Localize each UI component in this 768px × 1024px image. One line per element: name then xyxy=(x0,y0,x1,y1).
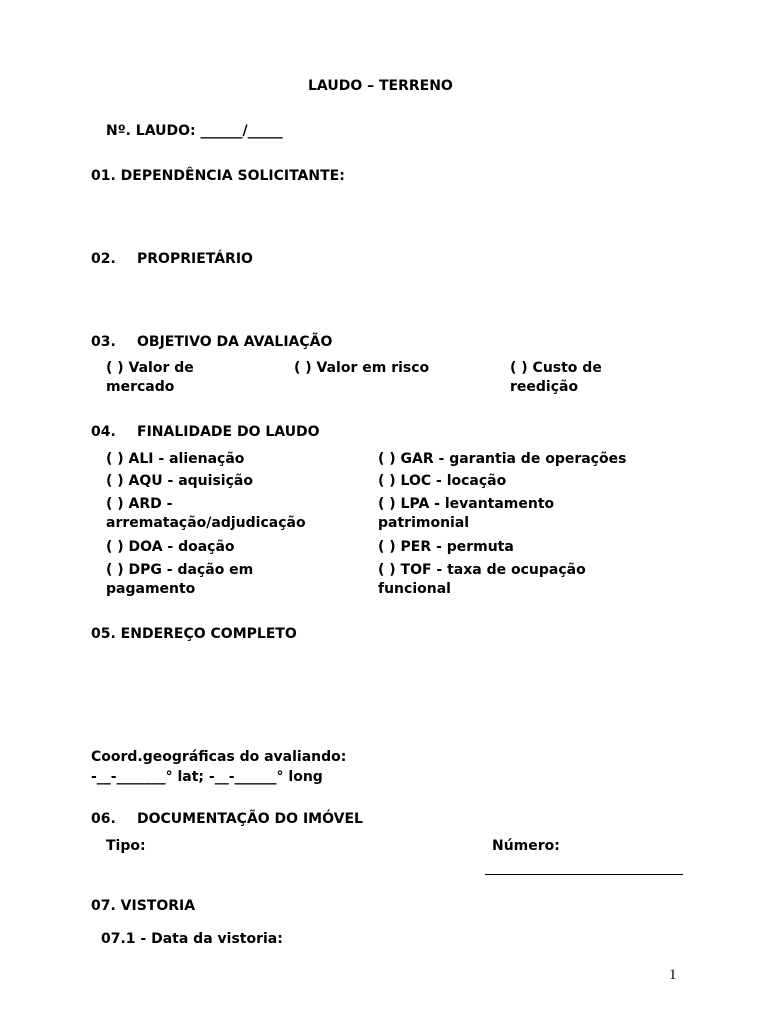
purpose-option-doa: ( ) DOA - doação xyxy=(106,539,235,555)
purpose-option-ard xyxy=(106,495,306,533)
document-type-label: Tipo: xyxy=(106,838,146,854)
objective-option-reedition-cost xyxy=(510,359,602,397)
section-02-number: 02. xyxy=(91,251,116,267)
objective-option-risk-value xyxy=(294,359,429,378)
option-line: arrematação/adjudicação xyxy=(106,515,306,531)
purpose-option-loc: ( ) LOC - locação xyxy=(378,473,507,489)
purpose-option-tof xyxy=(378,561,586,599)
purpose-option-dpg xyxy=(106,561,253,599)
coordinates-label: Coord.geográficas do avaliando: xyxy=(91,749,347,765)
section-03-heading: OBJETIVO DA AVALIAÇÃO xyxy=(137,334,333,350)
document-number-label: Número: xyxy=(492,838,560,854)
document-title: LAUDO – TERRENO xyxy=(308,78,453,94)
option-line: ( ) Valor em risco xyxy=(294,360,430,376)
inspection-date-label: 07.1 - Data da vistoria: xyxy=(101,931,283,947)
purpose-option-gar: ( ) GAR - garantia de operações xyxy=(378,451,627,467)
option-line: ( ) Custo de xyxy=(510,360,602,376)
option-line: ( ) LPA - levantamento xyxy=(378,496,555,512)
section-04-number: 04. xyxy=(91,424,116,440)
option-line: mercado xyxy=(106,379,175,395)
section-03-number: 03. xyxy=(91,334,116,350)
coordinates-value: -__-_______° lat; -__-______° long xyxy=(91,769,323,785)
section-07-heading: 07. VISTORIA xyxy=(91,898,196,914)
laudo-number: Nº. LAUDO: ______/_____ xyxy=(106,123,283,139)
section-01-heading: 01. DEPENDÊNCIA SOLICITANTE: xyxy=(91,168,345,184)
purpose-option-lpa xyxy=(378,495,554,533)
document-number-line xyxy=(485,874,683,875)
section-05-heading: 05. ENDEREÇO COMPLETO xyxy=(91,626,297,642)
section-06-heading: DOCUMENTAÇÃO DO IMÓVEL xyxy=(137,811,363,827)
purpose-option-ali: ( ) ALI - alienação xyxy=(106,451,245,467)
option-line: funcional xyxy=(378,581,451,597)
purpose-option-per: ( ) PER - permuta xyxy=(378,539,514,555)
section-04-heading: FINALIDADE DO LAUDO xyxy=(137,424,320,440)
option-line: ( ) ARD - xyxy=(106,496,173,512)
option-line: ( ) TOF - taxa de ocupação xyxy=(378,562,586,578)
option-line: ( ) DPG - dação em xyxy=(106,562,254,578)
option-line: reedição xyxy=(510,379,579,395)
section-02-heading: PROPRIETÁRIO xyxy=(137,251,253,267)
option-line: pagamento xyxy=(106,581,196,597)
option-line: ( ) Valor de xyxy=(106,360,194,376)
section-06-number: 06. xyxy=(91,811,116,827)
option-line: patrimonial xyxy=(378,515,470,531)
objective-option-market-value xyxy=(106,359,194,397)
page-number: 1 xyxy=(669,967,677,983)
purpose-option-aqu: ( ) AQU - aquisição xyxy=(106,473,253,489)
